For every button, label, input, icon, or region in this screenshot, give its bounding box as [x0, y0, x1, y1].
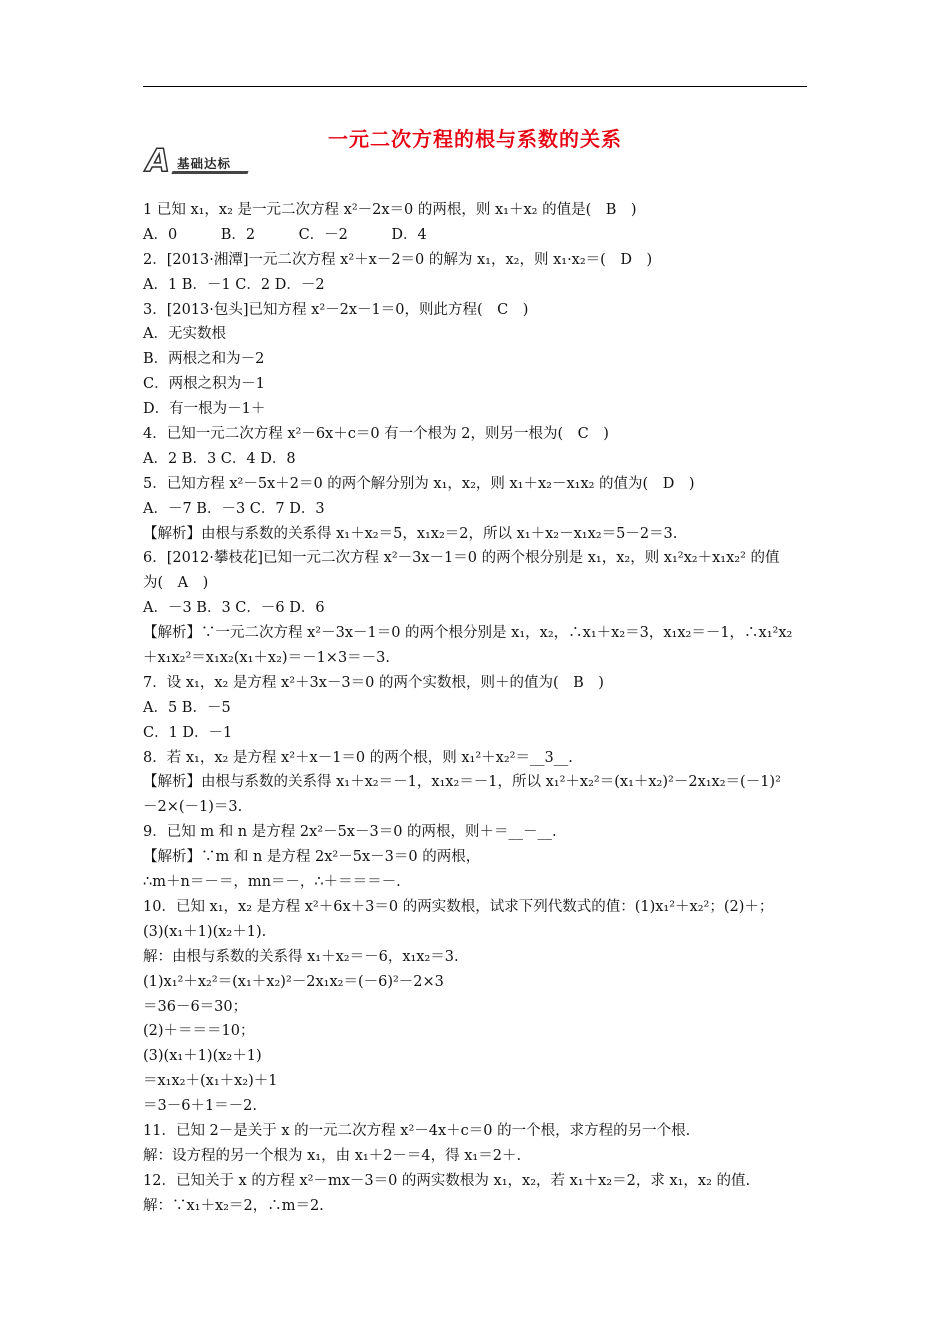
text-line: D．有一根为－1＋: [143, 401, 266, 418]
text-line: 12．已知关于 x 的方程 x²－mx－3＝0 的两实数根为 x₁，x₂，若 x₁＋x₂＝2，求 x₁，x₂ 的值.: [143, 1172, 751, 1189]
top-rule: [143, 86, 807, 87]
text-line: 1 已知 x₁，x₂ 是一元二次方程 x²－2x＝0 的两根，则 x₁＋x₂ 的值是( B ): [143, 202, 637, 218]
text-line: 5．已知方程 x²－5x＋2＝0 的两个解分别为 x₁，x₂，则 x₁＋x₂－x₁x₂ 的值为( D ): [143, 475, 695, 492]
text-line: A．5 B．－5: [143, 699, 231, 716]
text-line: 7．设 x₁，x₂ 是方程 x²＋3x－3＝0 的两个实数根，则＋的值为( B ): [143, 674, 604, 691]
text-line: ＝3－6＋1＝－2.: [143, 1098, 258, 1115]
text-line: ＋x₁x₂²＝x₁x₂(x₁＋x₂)＝－1×3＝－3.: [143, 650, 391, 667]
text-line: C．1 D．－1: [143, 724, 233, 741]
text-line: 【解析】∵一元二次方程 x²－3x－1＝0 的两个根分别是 x₁，x₂，∴x₁＋x₂＝3，x₁x₂＝－1，∴x₁²x₂: [143, 625, 793, 642]
badge-letter: A: [146, 143, 170, 179]
exercise-content: [143, 198, 810, 1219]
text-line: A．－7 B．－3 C．7 D．3: [143, 500, 325, 517]
text-line: (2)＋＝＝＝10；: [143, 1023, 255, 1040]
text-line: 10．已知 x₁，x₂ 是方程 x²＋6x＋3＝0 的两实数根，试求下列代数式的值：(1)x₁²＋x₂²；(2)＋；: [143, 898, 774, 915]
text-line: 9．已知 m 和 n 是方程 2x²－5x－3＝0 的两根，则＋＝__－__.: [143, 824, 557, 841]
text-line: (1)x₁²＋x₂²＝(x₁＋x₂)²－2x₁x₂＝(－6)²－2×3: [143, 973, 444, 990]
text-line: 为( A ): [143, 575, 209, 592]
text-line: A．0 B．2 C．－2 D．4: [143, 226, 427, 243]
text-line: 【解析】∵m 和 n 是方程 2x²－5x－3＝0 的两根，: [143, 849, 481, 866]
text-line: A．1 B．－1 C．2 D．－2: [143, 276, 325, 293]
badge-label: 基础达标: [177, 156, 232, 171]
text-line: B．两根之和为－2: [143, 351, 265, 368]
badge-underline: [171, 171, 248, 174]
section-badge: [146, 143, 250, 179]
text-line: 6．[2012·攀枝花]已知一元二次方程 x²－3x－1＝0 的两个根分别是 x₁，x₂，则 x₁²x₂＋x₁x₂² 的值: [143, 550, 780, 567]
text-line: A．无实数根: [143, 326, 226, 343]
page-title: 一元二次方程的根与系数的关系: [328, 127, 622, 151]
text-line: 2．[2013·湘潭]一元二次方程 x²＋x－2＝0 的解为 x₁，x₂，则 x₁·x₂＝( D ): [143, 251, 653, 268]
text-line: 解：设方程的另一个根为 x₁，由 x₁＋2－＝4，得 x₁＝2＋.: [143, 1147, 522, 1164]
text-line: 4．已知一元二次方程 x²－6x＋c＝0 有一个根为 2，则另一根为( C ): [143, 426, 609, 443]
text-line: 【解析】由根与系数的关系得 x₁＋x₂＝5，x₁x₂＝2，所以 x₁＋x₂－x₁x₂＝5－2＝3.: [143, 525, 678, 542]
text-line: 3．[2013·包头]已知方程 x²－2x－1＝0，则此方程( C ): [143, 301, 529, 318]
text-line: 解：由根与系数的关系得 x₁＋x₂＝－6，x₁x₂＝3.: [143, 948, 459, 965]
text-line: (3)(x₁＋1)(x₂＋1).: [143, 923, 267, 940]
text-line: ＝36－6＝30；: [143, 998, 248, 1015]
text-line: 解：∵x₁＋x₂＝2，∴m＝2.: [143, 1197, 324, 1214]
text-line: －2×(－1)＝3.: [143, 799, 243, 816]
text-line: A．2 B．3 C．4 D．8: [143, 450, 296, 467]
text-line: ∴m＋n＝－＝，mn＝－，∴＋＝＝＝－.: [143, 874, 401, 891]
text-line: 【解析】由根与系数的关系得 x₁＋x₂＝－1，x₁x₂＝－1，所以 x₁²＋x₂²＝(x₁＋x₂)²－2x₁x₂＝(－1)²: [143, 774, 781, 791]
text-line: A．－3 B．3 C．－6 D．6: [143, 600, 325, 617]
text-line: C．两根之积为－1: [143, 376, 265, 393]
text-line: (3)(x₁＋1)(x₂＋1): [143, 1048, 262, 1065]
text-line: 11．已知 2－是关于 x 的一元二次方程 x²－4x＋c＝0 的一个根，求方程的另一个根.: [143, 1122, 691, 1139]
text-line: ＝x₁x₂＋(x₁＋x₂)＋1: [143, 1073, 278, 1090]
text-line: 8．若 x₁，x₂ 是方程 x²＋x－1＝0 的两个根，则 x₁²＋x₂²＝__3__.: [143, 749, 573, 766]
